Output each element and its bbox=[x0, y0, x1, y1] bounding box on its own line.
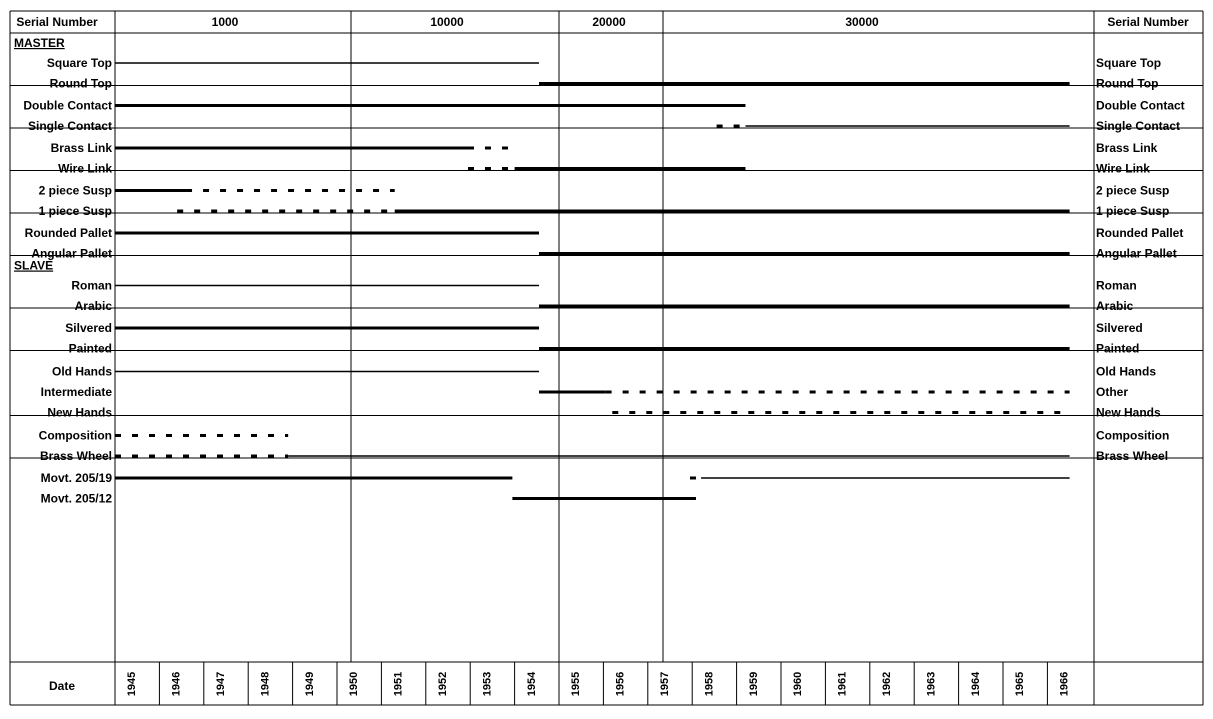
row-label-left: Arabic bbox=[74, 299, 112, 313]
row-label-right: Other bbox=[1096, 385, 1129, 399]
row-label-right: Double Contact bbox=[1096, 98, 1185, 113]
row-label-right: New Hands bbox=[1096, 405, 1161, 420]
row-label-right: Arabic bbox=[1096, 299, 1134, 313]
year-tick-label: 1946 bbox=[170, 671, 183, 697]
serial-band-10000: 10000 bbox=[430, 15, 464, 29]
row-label-right: Wire Link bbox=[1096, 161, 1150, 176]
serial-band-20000: 20000 bbox=[592, 15, 626, 29]
row-label-right: Old Hands bbox=[1096, 364, 1157, 379]
year-tick-label: 1963 bbox=[925, 671, 938, 697]
row-label-right: Round Top bbox=[1096, 76, 1159, 91]
row-label-right: Painted bbox=[1096, 341, 1140, 356]
row-label-left: Intermediate bbox=[40, 385, 112, 399]
row-label-left: Single Contact bbox=[27, 119, 112, 133]
year-tick-label: 1957 bbox=[659, 671, 671, 697]
row-label-left: Silvered bbox=[65, 321, 112, 335]
serial-band-30000: 30000 bbox=[845, 15, 879, 29]
year-tick-label: 1960 bbox=[792, 671, 805, 697]
row-label-right: Square Top bbox=[1096, 56, 1162, 70]
row-label-left: Rounded Pallet bbox=[24, 226, 112, 240]
row-label-right: Brass Link bbox=[1096, 141, 1158, 155]
year-tick-label: 1947 bbox=[215, 671, 227, 697]
year-tick-label: 1962 bbox=[881, 671, 893, 697]
row-label-left: Angular Pallet bbox=[31, 246, 112, 261]
row-label-left: Brass Wheel bbox=[39, 449, 112, 463]
row-label-right: Single Contact bbox=[1096, 119, 1181, 133]
row-label-left: Double Contact bbox=[23, 98, 112, 113]
year-tick-label: 1945 bbox=[126, 671, 139, 697]
row-label-right: Angular Pallet bbox=[1096, 246, 1177, 261]
row-label-left: Old Hands bbox=[51, 364, 112, 379]
row-label-right: 1 piece Susp bbox=[1096, 204, 1170, 218]
row-label-right: Composition bbox=[1096, 428, 1170, 443]
year-tick-label: 1959 bbox=[747, 671, 760, 697]
row-label-left: Round Top bbox=[49, 76, 112, 91]
row-label-left: 2 piece Susp bbox=[38, 183, 112, 198]
header-right-label: Serial Number bbox=[1107, 15, 1189, 29]
row-label-right: 2 piece Susp bbox=[1096, 183, 1170, 198]
header-left-label: Serial Number bbox=[16, 15, 98, 29]
row-label-right: Brass Wheel bbox=[1096, 449, 1169, 463]
year-tick-label: 1965 bbox=[1014, 671, 1027, 697]
year-tick-label: 1949 bbox=[303, 671, 316, 697]
year-tick-label: 1951 bbox=[392, 671, 405, 697]
row-label-right: Rounded Pallet bbox=[1096, 226, 1184, 240]
row-label-left: New Hands bbox=[47, 405, 112, 420]
serial-band-1000: 1000 bbox=[211, 15, 239, 29]
row-label-left: 1 piece Susp bbox=[38, 204, 112, 218]
year-tick-label: 1950 bbox=[348, 671, 361, 697]
year-tick-label: 1964 bbox=[969, 671, 982, 697]
row-label-right: Silvered bbox=[1096, 321, 1143, 335]
year-tick-label: 1961 bbox=[836, 671, 849, 697]
row-label-left: Wire Link bbox=[58, 161, 112, 176]
section-heading-slave: SLAVE bbox=[14, 258, 54, 273]
row-label-left: Painted bbox=[68, 341, 112, 356]
year-tick-label: 1955 bbox=[570, 671, 583, 697]
year-tick-label: 1953 bbox=[481, 671, 494, 697]
row-label-left: Movt. 205/19 bbox=[40, 471, 112, 485]
row-label-left: Square Top bbox=[46, 56, 112, 70]
row-label-left: Roman bbox=[71, 278, 112, 293]
year-tick-label: 1954 bbox=[525, 671, 538, 697]
year-tick-label: 1948 bbox=[259, 671, 272, 697]
year-tick-label: 1952 bbox=[437, 671, 449, 697]
year-tick-label: 1958 bbox=[703, 671, 716, 697]
row-label-left: Composition bbox=[38, 428, 112, 443]
row-label-right: Roman bbox=[1096, 278, 1137, 293]
year-tick-label: 1966 bbox=[1058, 671, 1071, 697]
date-axis-label: Date bbox=[48, 679, 76, 693]
section-heading-master: MASTER bbox=[14, 36, 65, 50]
row-label-left: Brass Link bbox=[50, 141, 112, 155]
row-label-left: Movt. 205/12 bbox=[40, 491, 112, 506]
year-tick-label: 1956 bbox=[614, 671, 627, 697]
